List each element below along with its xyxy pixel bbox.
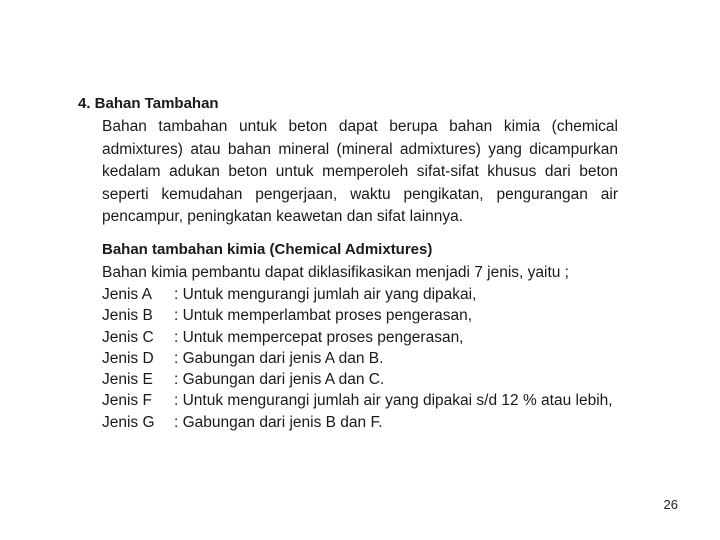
chemical-admixtures-heading: Bahan tambahan kimia (Chemical Admixtures) [102, 241, 433, 258]
jenis-row-e [102, 369, 613, 390]
jenis-name: Jenis A [102, 286, 152, 303]
jenis-row-a [102, 284, 613, 305]
jenis-row-d [102, 348, 613, 369]
jenis-name: Jenis B [102, 307, 153, 325]
jenis-description: : Untuk memperlambat proses pengerasan, [174, 307, 473, 325]
chemical-admixtures-intro: Bahan kimia pembantu dapat diklasifikasikan menjadi 7 jenis, yaitu ; [102, 264, 569, 281]
jenis-description: : Untuk mengurangi jumlah air yang dipakai, [174, 286, 477, 303]
jenis-row-f [102, 390, 613, 411]
jenis-name: Jenis F [102, 392, 152, 410]
jenis-row-b [102, 305, 613, 326]
jenis-description: : Untuk mengurangi jumlah air yang dipakai s/d 12 % atau lebih, [174, 392, 613, 410]
jenis-description: : Gabungan dari jenis B dan F. [174, 413, 383, 431]
jenis-description: : Gabungan dari jenis A dan C. [174, 371, 385, 389]
jenis-name: Jenis G [102, 413, 155, 431]
jenis-name: Jenis C [102, 328, 154, 346]
jenis-row-c [102, 327, 613, 348]
section-heading: 4. Bahan Tambahan [78, 95, 219, 112]
jenis-description: : Gabungan dari jenis A dan B. [174, 349, 384, 367]
jenis-description: : Untuk mempercepat proses pengerasan, [174, 328, 464, 346]
jenis-row-g [102, 412, 613, 433]
jenis-name: Jenis D [102, 349, 154, 367]
jenis-list [102, 284, 613, 433]
section-intro-paragraph: Bahan tambahan untuk beton dapat berupa bahan kimia (chemical admixtures) atau bahan mineral (mineral admixtures) yang dicampurkan kedalam adukan beton untuk memperoleh sifat-sifat khusus dari beton seperti kemudahan pengerjaan, waktu pengikatan, pengurangan air pencampur, peningkatan keawetan dan sifat lainnya. [102, 118, 618, 225]
jenis-name: Jenis E [102, 371, 153, 389]
page-number: 26 [663, 497, 678, 512]
